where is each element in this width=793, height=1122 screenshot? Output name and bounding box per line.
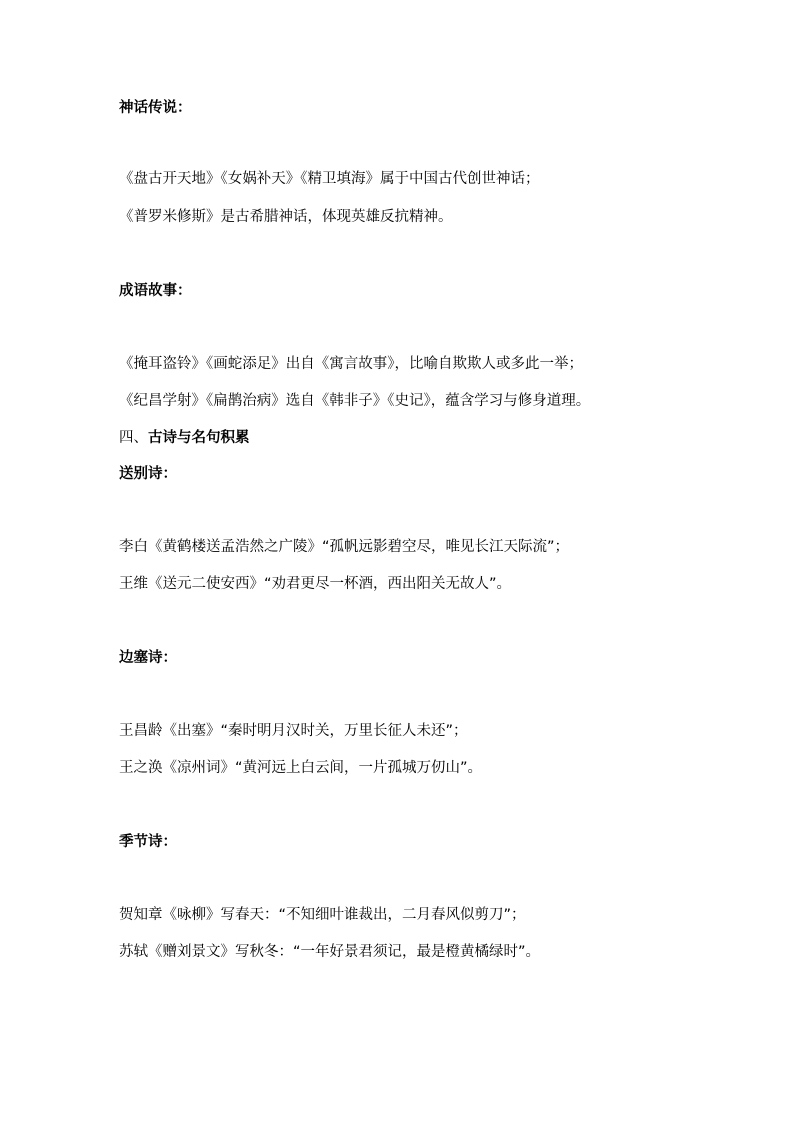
paragraph-line: 《纪昌学射》《扁鹊治病》选自《韩非子》《史记》，蕴含学习与修身道理。 [119, 393, 591, 409]
poem-line: 王维《送元二使安西》“劝君更尽一杯酒，西出阳关无故人”。 [119, 576, 512, 592]
section-heading-farewell-poems: 送别诗： [119, 466, 177, 482]
chapter-number: 四、 [119, 430, 148, 446]
chapter-heading [119, 429, 250, 447]
section-heading-myths: 神话传说： [119, 100, 192, 116]
poem-line: 王之涣《凉州词》“黄河远上白云间，一片孤城万仞山”。 [119, 760, 483, 776]
section-heading-idioms: 成语故事： [119, 283, 192, 299]
chapter-title: 古诗与名句积累 [148, 430, 250, 446]
section-heading-season-poems: 季节诗： [119, 834, 177, 850]
poem-line: 贺知章《咏柳》写春天：“不知细叶谁裁出，二月春风似剪刀”； [119, 907, 526, 923]
section-heading-frontier-poems: 边塞诗： [119, 650, 177, 666]
poem-line: 李白《黄鹤楼送孟浩然之广陵》“孤帆远影碧空尽，唯见长江天际流”； [119, 539, 570, 555]
poem-line: 王昌龄《出塞》“秦时明月汉时关，万里长征人未还”； [119, 723, 468, 739]
paragraph-line: 《盘古开天地》《女娲补天》《精卫填海》属于中国古代创世神话； [119, 171, 540, 187]
poem-line: 苏轼《赠刘景文》写秋冬：“一年好景君须记，最是橙黄橘绿时”。 [119, 944, 541, 960]
paragraph-line: 《普罗米修斯》是古希腊神话，体现英雄反抗精神。 [119, 209, 453, 225]
paragraph-line: 《掩耳盗铃》《画蛇添足》出自《寓言故事》，比喻自欺欺人或多此一举； [119, 356, 583, 372]
